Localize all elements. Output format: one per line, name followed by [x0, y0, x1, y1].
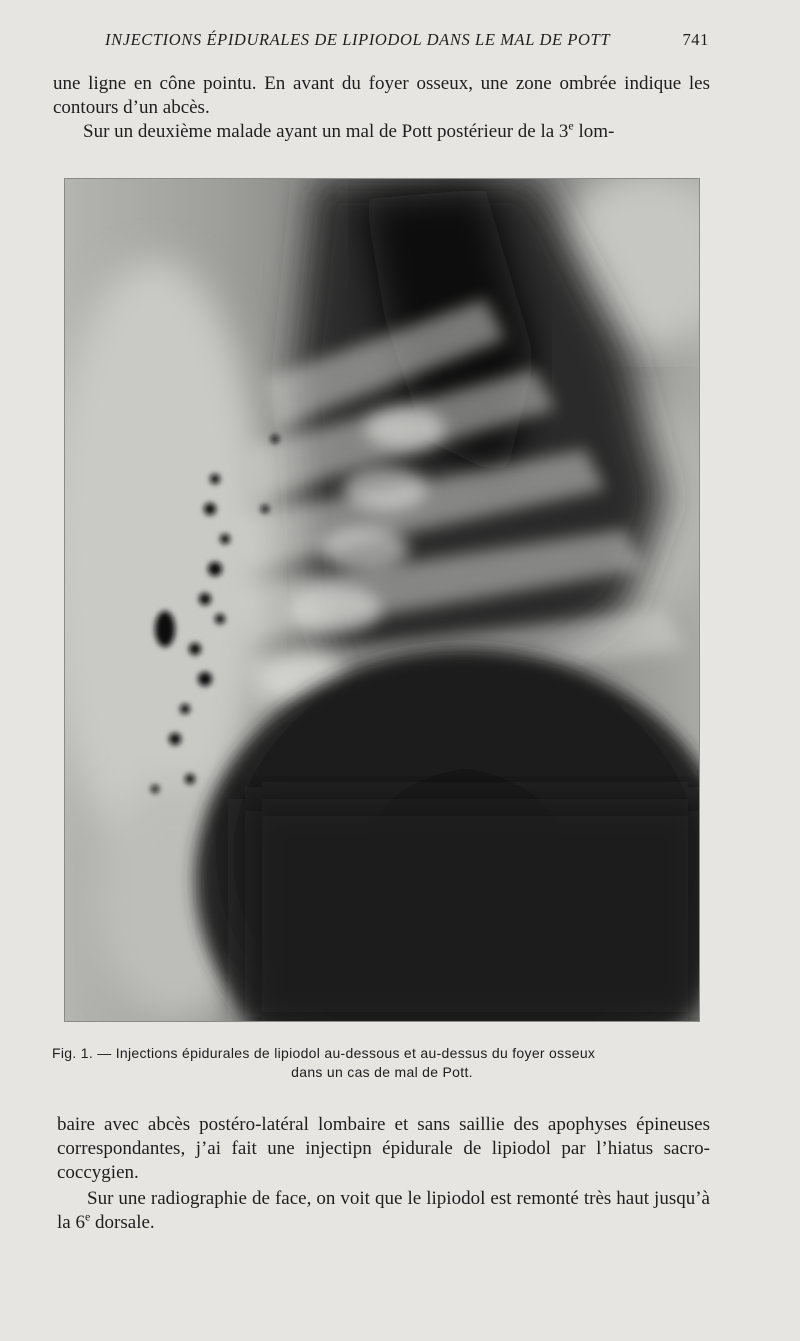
- paragraph-2-text: Sur un deuxième malade ayant un mal de Pott postérieur de la 3: [83, 121, 569, 142]
- paragraph-4-end: dorsale.: [90, 1212, 155, 1233]
- caption-label: Fig. 1. —: [52, 1045, 112, 1061]
- radiograph-figure: [64, 178, 700, 1022]
- paragraph-3: baire avec abcès postéro-latéral lombaire et sans saillie des apophyses épineuses correspondantes, j’ai fait une injectipn épidurale de lipiodol par l’hiatus sacro-coccygien.: [57, 1114, 710, 1183]
- paragraph-2: [53, 120, 710, 144]
- running-title: INJECTIONS ÉPIDURALES DE LIPIODOL DANS LE MAL DE POTT: [105, 30, 611, 49]
- radiograph-image: [65, 179, 699, 1021]
- paragraph-4-text: Sur une radiographie de face, on voit que le lipiodol est remonté très haut jusqu’à la 6: [57, 1188, 710, 1233]
- figure-caption: [52, 1044, 712, 1082]
- ordinal-superscript-2: e: [84, 1209, 91, 1224]
- paragraph-2-end: lom-: [573, 121, 615, 142]
- caption-line-1: [52, 1044, 712, 1063]
- page-number: 741: [682, 30, 709, 49]
- ordinal-superscript: e: [568, 118, 574, 133]
- paragraph-1: une ligne en cône pointu. En avant du foyer osseux, une zone ombrée indique les contours d’un abcès.: [53, 73, 710, 118]
- caption-line-2: dans un cas de mal de Pott.: [291, 1064, 473, 1080]
- paragraph-4: [57, 1187, 710, 1235]
- caption-text-1: Injections épidurales de lipiodol au-dessous et au-dessus du foyer osseux: [115, 1045, 596, 1061]
